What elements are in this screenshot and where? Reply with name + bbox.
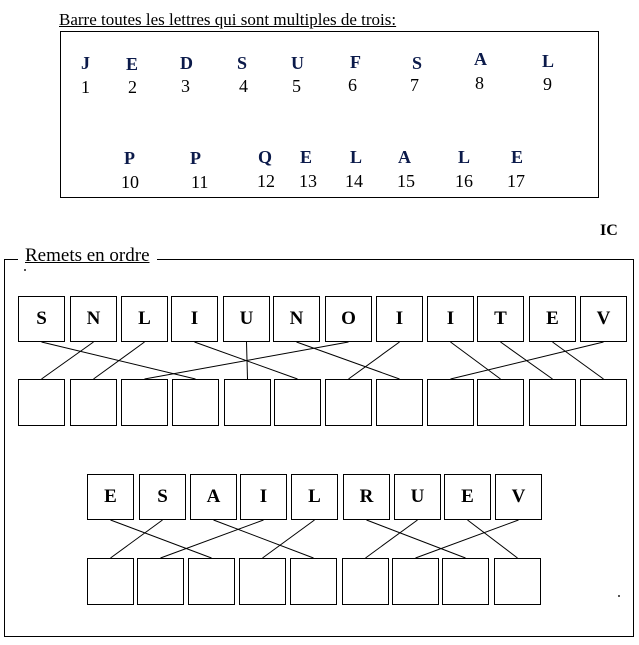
puzzle1-letter-box-12: V: [580, 296, 627, 342]
puzzle1-answer-box-2[interactable]: [70, 379, 117, 426]
puzzle1-letter-box-2: N: [70, 296, 117, 342]
puzzle1-letter-box-10: T: [477, 296, 524, 342]
puzzle1-answer-box-3[interactable]: [121, 379, 168, 426]
puzzle1-answer-box-1[interactable]: [18, 379, 65, 426]
puzzle1-letter-box-11: E: [529, 296, 576, 342]
ex1-number-2: 2: [128, 77, 137, 97]
ex1-number-5: 5: [292, 76, 301, 96]
puzzle2-answer-box-4[interactable]: [239, 558, 286, 605]
puzzle1-answer-box-5[interactable]: [224, 379, 271, 426]
puzzle1-letter-box-9: I: [427, 296, 474, 342]
puzzle2-answer-box-9[interactable]: [494, 558, 541, 605]
ex1-number-8: 8: [475, 73, 484, 93]
puzzle2-letter-box-6: R: [343, 474, 390, 520]
puzzle2-answer-box-8[interactable]: [442, 558, 489, 605]
ex1-number-10: 10: [121, 172, 139, 192]
puzzle2-answer-box-1[interactable]: [87, 558, 134, 605]
puzzle2-letter-box-1: E: [87, 474, 134, 520]
ex1-number-16: 16: [455, 171, 473, 191]
initials-label: IC: [600, 222, 618, 239]
exercise2-title: Remets en ordre: [18, 245, 157, 267]
ex1-letter-5[interactable]: U: [291, 53, 304, 73]
puzzle1-letter-box-8: I: [376, 296, 423, 342]
puzzle1-answer-box-6[interactable]: [274, 379, 321, 426]
ex1-number-13: 13: [299, 171, 317, 191]
puzzle2-answer-box-2[interactable]: [137, 558, 184, 605]
ex1-letter-15[interactable]: A: [398, 147, 411, 167]
ex1-number-3: 3: [181, 76, 190, 96]
stray-dot: [24, 269, 26, 271]
ex1-number-7: 7: [410, 75, 419, 95]
ex1-number-15: 15: [397, 171, 415, 191]
ex1-letter-9[interactable]: L: [542, 51, 555, 71]
ex1-number-17: 17: [507, 171, 525, 191]
puzzle2-letter-box-2: S: [139, 474, 186, 520]
puzzle1-answer-box-11[interactable]: [529, 379, 576, 426]
ex1-letter-12[interactable]: Q: [258, 147, 273, 167]
puzzle1-answer-box-7[interactable]: [325, 379, 372, 426]
ex1-letter-1[interactable]: J: [81, 53, 90, 73]
ex1-letter-14[interactable]: L: [350, 147, 363, 167]
ex1-letter-17[interactable]: E: [511, 147, 524, 167]
puzzle2-letter-box-7: U: [394, 474, 441, 520]
puzzle2-answer-box-3[interactable]: [188, 558, 235, 605]
stray-dot: [618, 595, 620, 597]
puzzle1-answer-box-12[interactable]: [580, 379, 627, 426]
ex1-letter-7[interactable]: S: [412, 53, 423, 73]
ex1-letter-13[interactable]: E: [300, 147, 313, 167]
ex1-letter-3[interactable]: D: [180, 53, 193, 73]
ex1-letter-6[interactable]: F: [350, 52, 361, 72]
ex1-letter-10[interactable]: P: [124, 148, 135, 168]
puzzle1-letter-box-4: I: [171, 296, 218, 342]
puzzle2-letter-box-4: I: [240, 474, 287, 520]
puzzle1-letter-box-7: O: [325, 296, 372, 342]
puzzle1-letter-box-3: L: [121, 296, 168, 342]
ex1-letter-16[interactable]: L: [458, 147, 471, 167]
puzzle2-letter-box-9: V: [495, 474, 542, 520]
puzzle1-answer-box-8[interactable]: [376, 379, 423, 426]
puzzle2-letter-box-3: A: [190, 474, 237, 520]
ex1-number-11: 11: [191, 172, 209, 192]
ex1-number-6: 6: [348, 75, 357, 95]
ex1-letter-8[interactable]: A: [474, 49, 487, 69]
puzzle2-answer-box-6[interactable]: [342, 558, 389, 605]
puzzle1-letter-box-5: U: [223, 296, 270, 342]
puzzle1-answer-box-9[interactable]: [427, 379, 474, 426]
puzzle2-letter-box-5: L: [291, 474, 338, 520]
puzzle2-answer-box-5[interactable]: [290, 558, 337, 605]
ex1-letter-2[interactable]: E: [126, 54, 139, 74]
puzzle1-answer-box-10[interactable]: [477, 379, 524, 426]
puzzle2-letter-box-8: E: [444, 474, 491, 520]
exercise1-instruction: Barre toutes les lettres qui sont multiples de trois:: [59, 10, 397, 29]
ex1-number-1: 1: [81, 77, 90, 97]
puzzle1-letter-box-6: N: [273, 296, 320, 342]
ex1-number-12: 12: [257, 171, 275, 191]
puzzle1-answer-box-4[interactable]: [172, 379, 219, 426]
ex1-number-4: 4: [239, 76, 248, 96]
ex1-letter-4[interactable]: S: [237, 53, 248, 73]
puzzle1-letter-box-1: S: [18, 296, 65, 342]
ex1-letter-11[interactable]: P: [190, 148, 201, 168]
puzzle2-answer-box-7[interactable]: [392, 558, 439, 605]
ex1-number-9: 9: [543, 74, 552, 94]
ex1-number-14: 14: [345, 171, 363, 191]
